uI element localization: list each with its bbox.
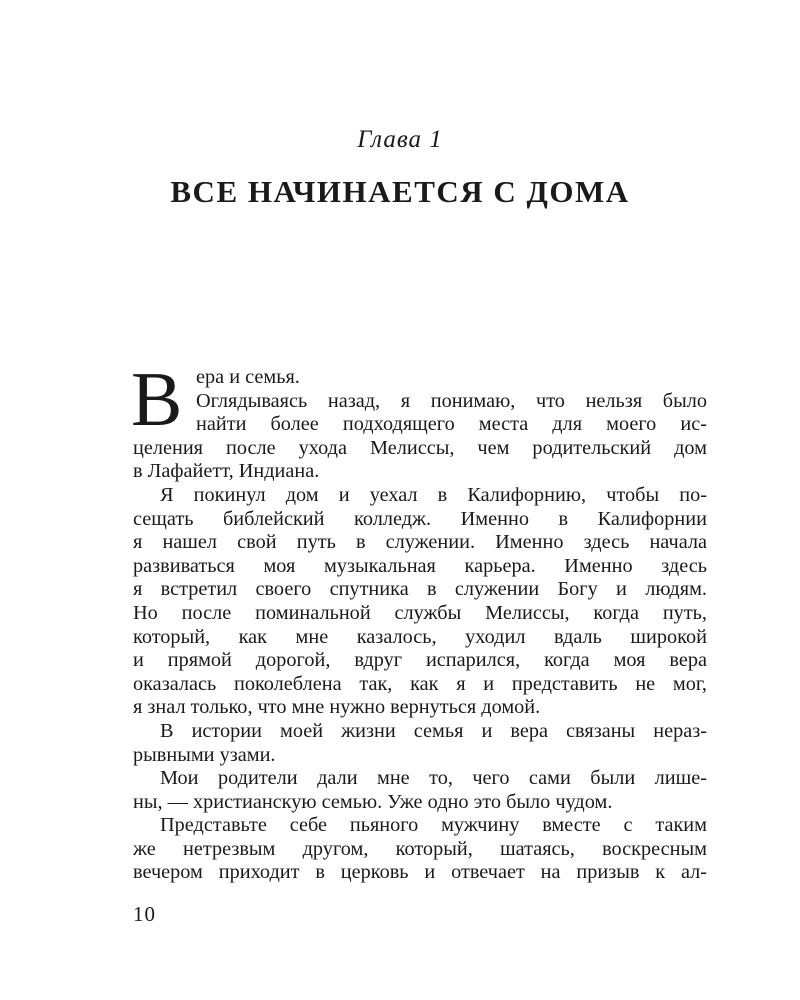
chapter-label: Глава 1 — [357, 126, 443, 153]
text-line: ны, — христианскую семью. Уже одно это было чудом. — [133, 790, 613, 813]
text-line: Оглядываясь назад, я понимаю, что нельзя было — [196, 389, 707, 412]
chapter-title: ВСЕ НАЧИНАЕТСЯ С ДОМА — [170, 174, 630, 209]
text-line: и прямой дорогой, вдруг испарился, когда моя вера — [133, 649, 707, 672]
text-line: в Лафайетт, Индиана. — [133, 460, 320, 483]
text-line: развиваться моя музыкальная карьера. Именно здесь — [133, 554, 707, 577]
text-line: я встретил своего спутника в служении Богу и людям. — [133, 578, 707, 601]
text-line: Я покинул дом и уехал в Калифорнию, чтобы по- — [160, 483, 707, 506]
text-line: ера и семья. — [196, 366, 300, 388]
text-line: я нашел свой путь в служении. Именно здесь начала — [133, 531, 707, 554]
body-text — [131, 356, 707, 885]
text-line: найти более подходящего места для моего ис- — [196, 413, 707, 436]
text-line: Представьте себе пьяного мужчину вместе с таким — [160, 814, 707, 837]
text-line: В истории моей жизни семья и вера связаны нераз- — [160, 719, 707, 742]
text-line: который, как мне казалось, уходил вдаль широкой — [133, 625, 707, 648]
text-line: Но после поминальной службы Мелиссы, когда путь, — [133, 601, 707, 624]
page-number: 10 — [133, 902, 156, 926]
text-line: вечером приходит в церковь и отвечает на призыв к ал- — [133, 861, 707, 884]
text-line: сещать библейский колледж. Именно в Калифорнии — [133, 507, 707, 530]
drop-cap: В — [131, 356, 183, 442]
text-line: целения после ухода Мелиссы, чем родительский дом — [133, 436, 707, 459]
text-line: оказалась поколеблена так, как я и представить не мог, — [133, 672, 707, 695]
text-line: рывными узами. — [133, 743, 276, 766]
text-line: же нетрезвым другом, который, шатаясь, воскресным — [133, 837, 707, 860]
text-line: Мои родители дали мне то, чего сами были лише- — [160, 767, 707, 790]
text-line: я знал только, что мне нужно вернуться домой. — [133, 696, 541, 719]
